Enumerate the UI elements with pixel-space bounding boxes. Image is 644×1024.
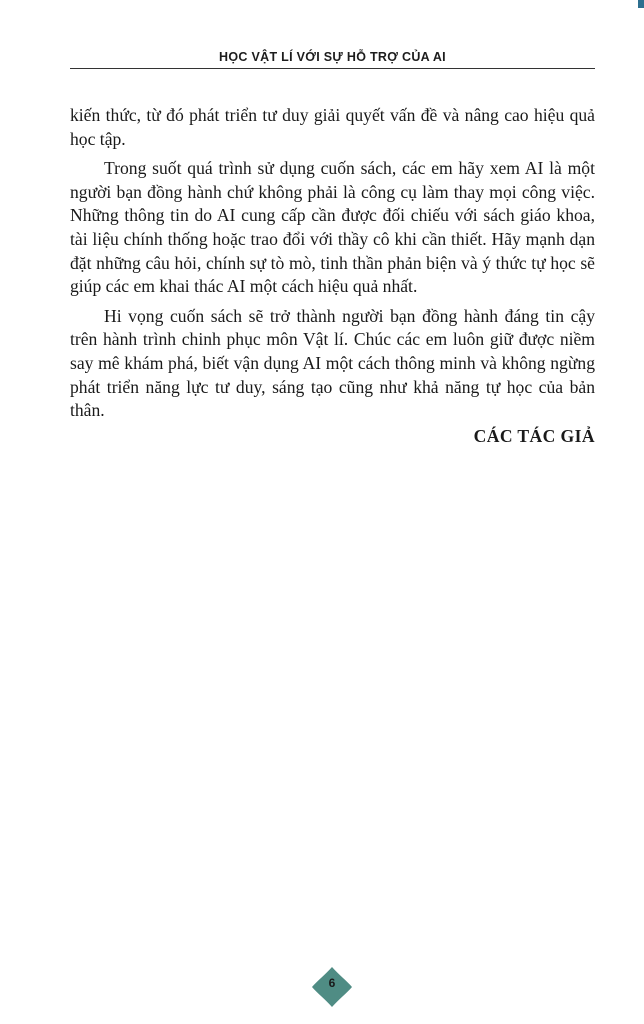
header-rule [70, 68, 595, 69]
running-header: HỌC VẬT LÍ VỚI SỰ HỖ TRỢ CỦA AI [219, 50, 446, 64]
paragraph-continuation: kiến thức, từ đó phát triển tư duy giải quyết vấn đề và nâng cao hiệu quả học tập. [70, 105, 595, 149]
authors-signature: CÁC TÁC GIẢ [473, 426, 595, 446]
corner-color-mark [638, 0, 644, 8]
paragraph-wishes: Hi vọng cuốn sách sẽ trở thành người bạn đồng hành đáng tin cậy trên hành trình chinh phục môn Vật lí. Chúc các em luôn giữ được niềm say mê khám phá, biết vận dụng AI một cách thông minh và không ngừng phát triển năng lực tư duy, sáng tạo cũng như khả năng tự học của bản thân. [70, 305, 595, 421]
page-number: 6 [328, 976, 336, 990]
body-text [70, 104, 595, 429]
paragraph-advice: Trong suốt quá trình sử dụng cuốn sách, các em hãy xem AI là một người bạn đồng hành chứ không phải là công cụ làm thay mọi công việc. Những thông tin do AI cung cấp cần được đối chiếu với sách giáo khoa, tài liệu chính thống hoặc trao đổi với thầy cô khi cần thiết. Hãy mạnh dạn đặt những câu hỏi, chính sự tò mò, tinh thần phản biện và ý thức tự học sẽ giúp các em khai thác AI một cách hiệu quả nhất. [70, 158, 595, 297]
